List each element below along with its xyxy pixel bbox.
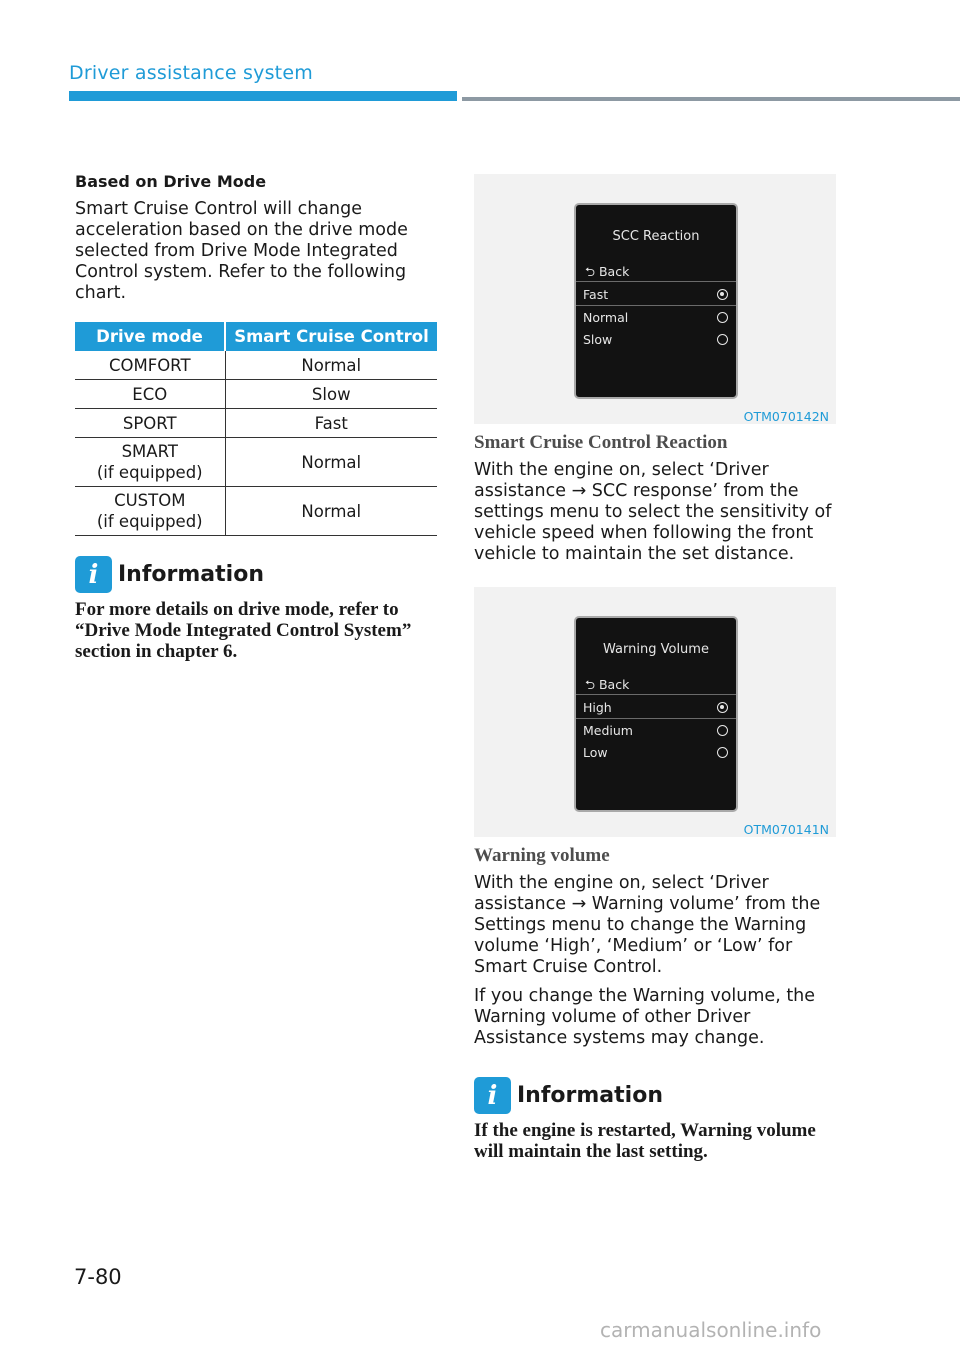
header-bar-accent [69,91,457,101]
table-header-row [75,322,437,351]
table-row [75,409,437,438]
drive-mode-table [75,322,437,536]
radio-selected-icon [717,289,728,300]
table-row [75,380,437,409]
figure-scc-reaction [474,174,836,424]
header-title: Driver assistance system [69,62,313,84]
info-heading [474,1077,836,1114]
info-text: For more details on drive mode, refer to “Drive Mode Integrated Control System” section in chapter 6. [75,599,412,662]
warning-volume-paragraph-2: If you change the Warning volume, the Warning volume of other Driver Assistance systems may change. [474,986,816,1048]
screen-option-slow: Slow [583,328,728,350]
cluster-screen [574,203,738,399]
screen-title: Warning Volume [603,642,709,657]
left-column [75,172,437,662]
table-cell-value: Normal [225,351,437,380]
table-cell-mode: SPORT [75,409,225,438]
screen-option-medium: Medium [583,719,728,741]
table-cell-mode: COMFORT [75,351,225,380]
figure-warning-volume [474,587,836,837]
radio-icon [717,725,728,736]
screen-divider [576,694,736,695]
table-header-drive-mode: Drive mode [75,322,225,351]
drive-mode-paragraph: Smart Cruise Control will change acceleration based on the drive mode selected from Drive Mode Integrated Control system. Refer to the following chart. [75,199,408,303]
back-option: ⮌ Back [585,264,630,279]
scc-reaction-paragraph: With the engine on, select ‘Driver assistance → SCC response’ from the settings menu to select the sensitivity of vehicle speed when following the front vehicle to maintain the set distance. [474,460,832,564]
radio-icon [717,747,728,758]
table-header-scc: Smart Cruise Control [225,322,437,351]
section-title-scc-reaction: Smart Cruise Control Reaction [474,432,728,453]
table-cell-mode: CUSTOM (if equipped) [75,487,225,536]
right-column [474,174,836,1162]
radio-icon [717,312,728,323]
table-row [75,438,437,487]
table-cell-mode: ECO [75,380,225,409]
info-title: Information [517,1083,663,1108]
info-text: If the engine is restarted, Warning volume will maintain the last setting. [474,1120,816,1162]
info-icon: i [75,556,112,593]
screen-option-low: Low [583,741,728,763]
table-cell-mode: SMART (if equipped) [75,438,225,487]
radio-selected-icon [717,702,728,713]
table-cell-value: Slow [225,380,437,409]
warning-volume-paragraph-1: With the engine on, select ‘Driver assistance → Warning volume’ from the Settings menu to change the Warning volume ‘High’, ‘Medium’ or ‘Low’ for Smart Cruise Control. [474,873,821,977]
screen-divider [576,281,736,282]
screen-option-fast: Fast [583,283,728,305]
back-option: ⮌ Back [585,677,630,692]
figure-code: OTM070142N [743,409,829,424]
screen-title: SCC Reaction [612,229,700,244]
info-heading [75,556,437,593]
table-cell-value: Fast [225,409,437,438]
info-title: Information [118,562,264,587]
cluster-screen [574,616,738,812]
radio-icon [717,334,728,345]
section-title-warning-volume: Warning volume [474,845,610,866]
table-row [75,351,437,380]
table-row [75,487,437,536]
info-icon: i [474,1077,511,1114]
table-cell-value: Normal [225,438,437,487]
header-bar-rule [462,97,960,101]
figure-code: OTM070141N [743,822,829,837]
screen-option-high: High [583,696,728,718]
page-number: 7-80 [74,1265,122,1289]
watermark: carmanualsonline.info [600,1318,822,1342]
table-cell-value: Normal [225,487,437,536]
screen-option-normal: Normal [583,306,728,328]
subheading-drive-mode: Based on Drive Mode [75,172,267,191]
